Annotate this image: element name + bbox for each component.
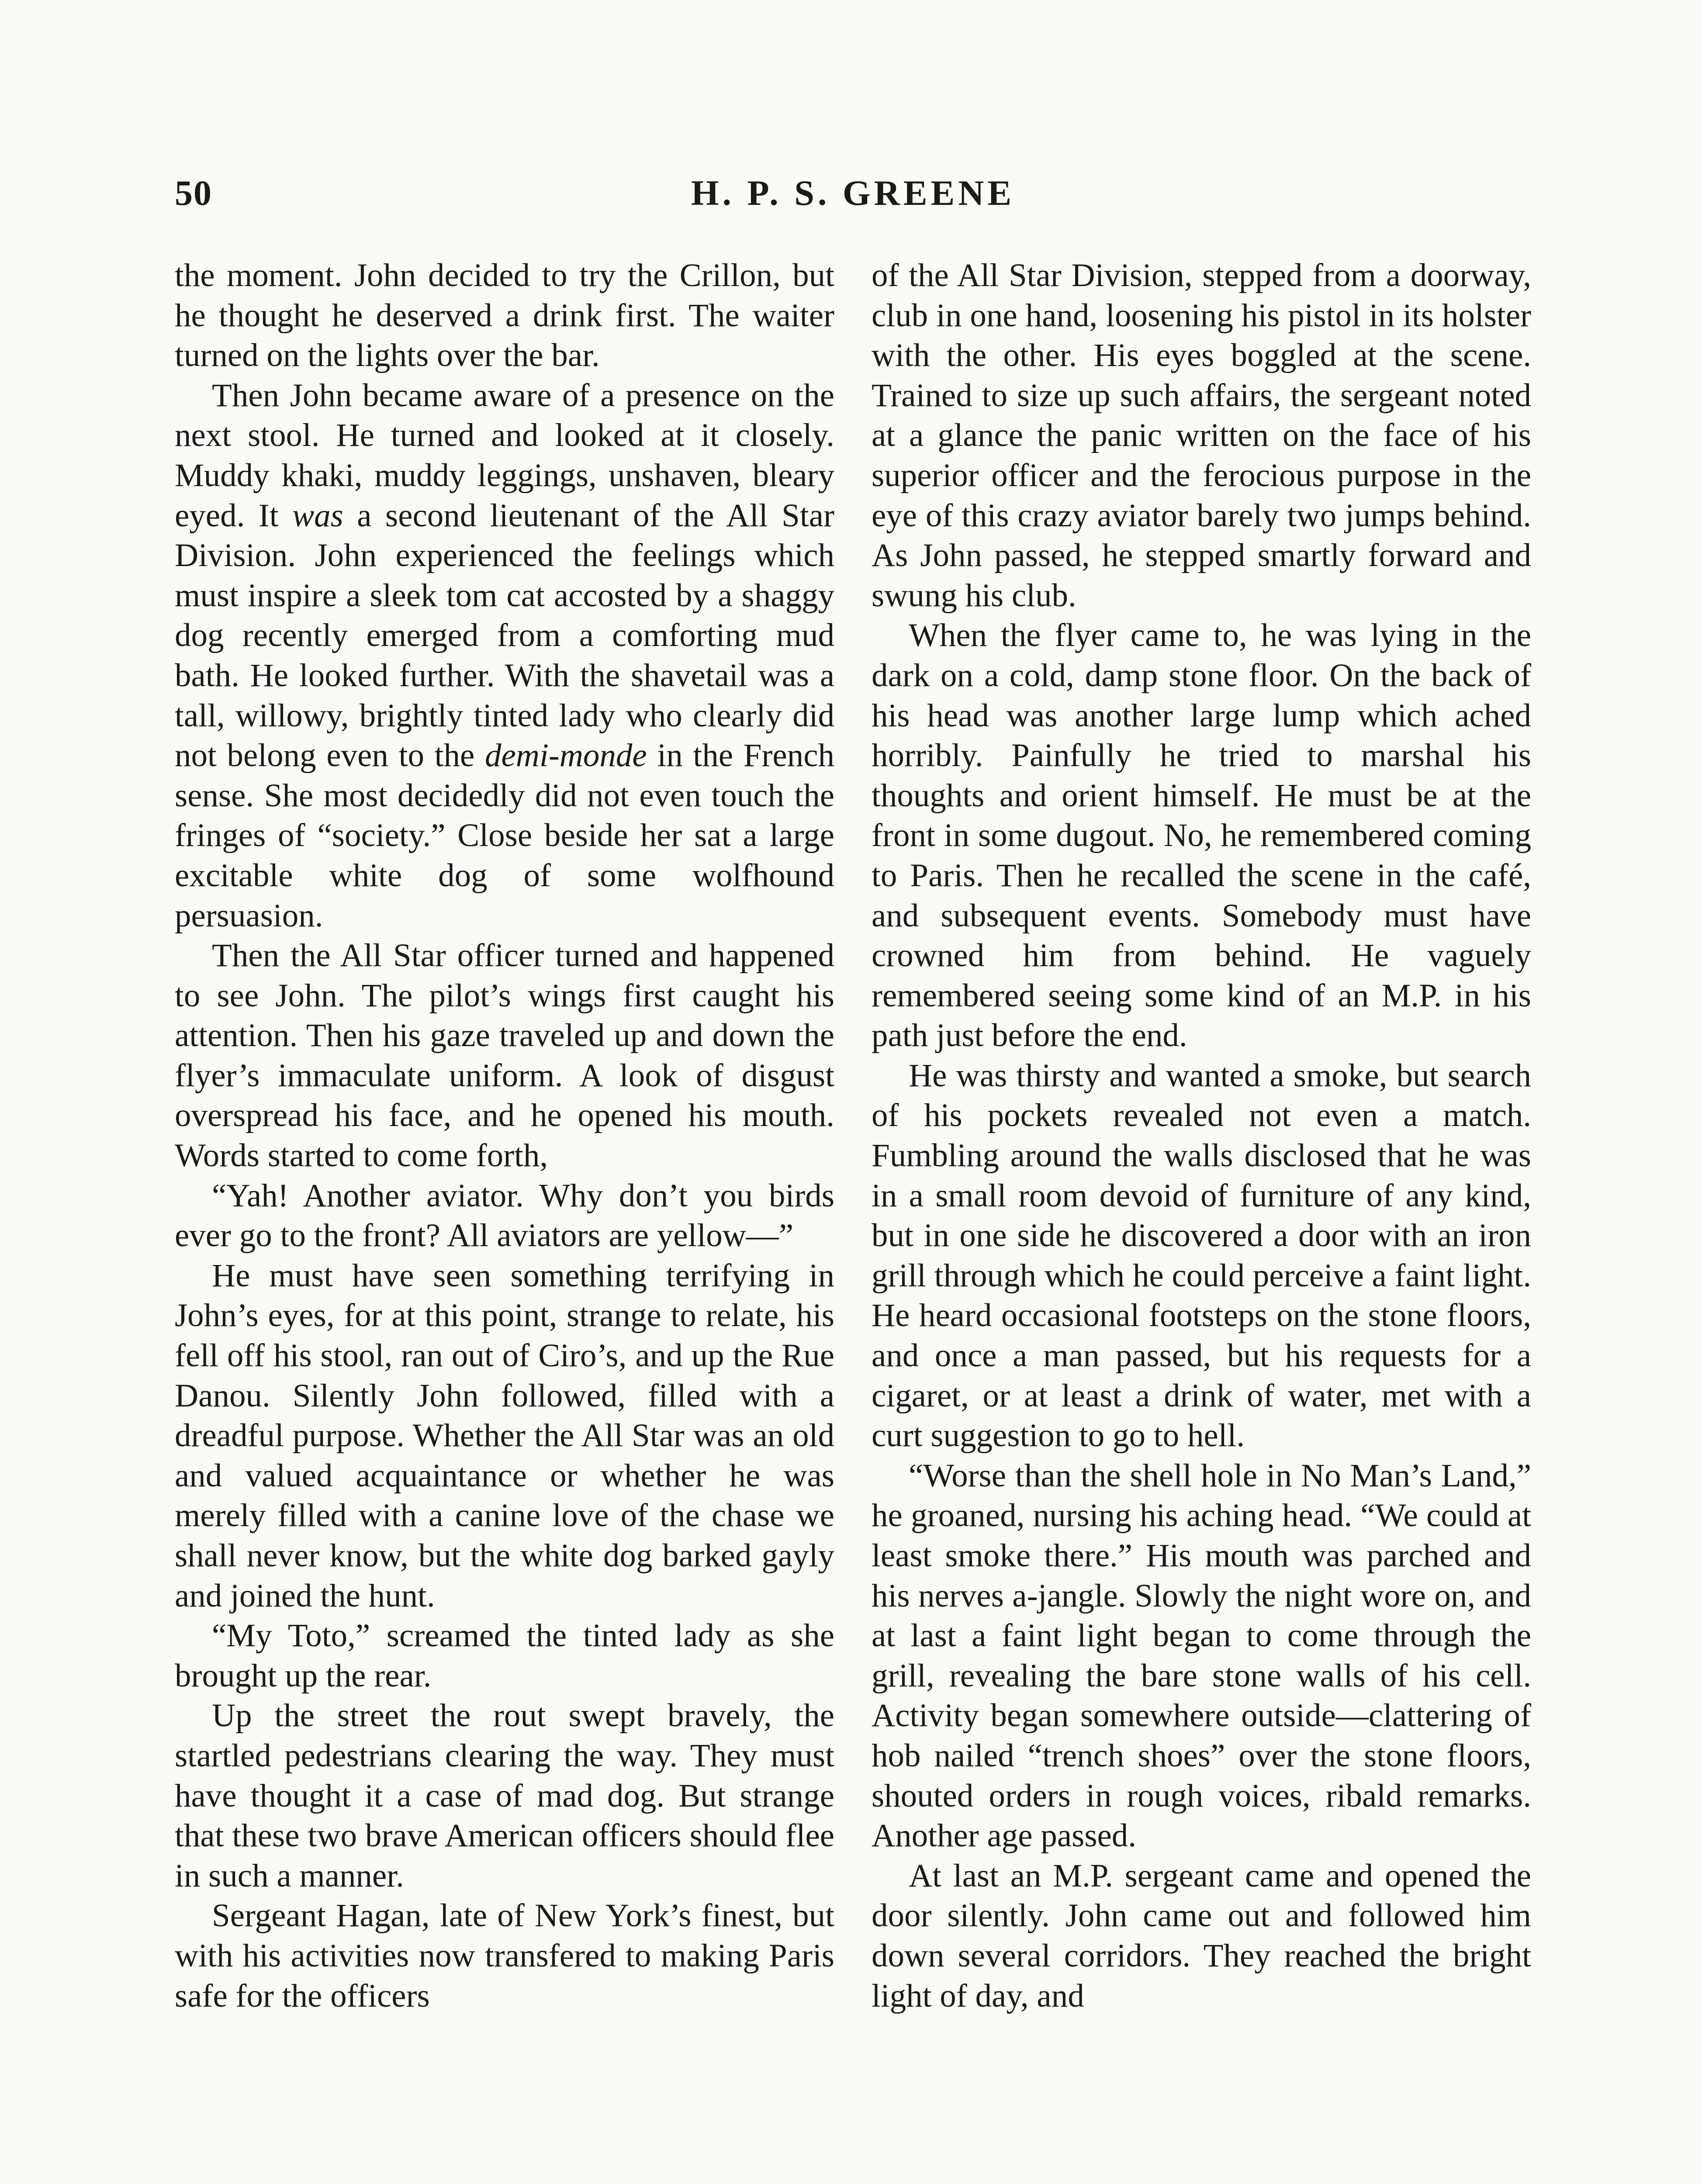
paragraph: of the All Star Division, stepped from a doorway, club in one hand, loosening his pistol in its holster with the other. His eyes boggled at the scene. Trained to size up such affairs, the sergeant noted at a glance the panic written on the face of his superior officer and the ferocious purpose in the eye of this crazy aviator barely two jumps behind. As John passed, he stepped smartly forward and swung his club.	[872, 257, 1531, 614]
paragraph: Then John became aware of a presence on the next stool. He turned and looked at it closely. Muddy khaki, muddy leggings, unshaven, bleary eyed. It was a second lieutenant of the All Star Division. John experienced the feelings which must inspire a sleek tom cat accosted by a shaggy dog recently emerged from a comforting mud bath. He looked further. With the shavetail was a tall, willowy, brightly tinted lady who clearly did not belong even to the demi-monde in the French sense. She most decidedly did not even touch the fringes of “society.” Close beside her sat a large excitable white dog of some wolfhound persuasion.	[175, 377, 834, 934]
paragraph: the moment. John decided to try the Crillon, but he thought he deserved a drink first. The waiter turned on the lights over the bar.	[175, 257, 834, 374]
paragraph: Sergeant Hagan, late of New York’s finest, but with his activities now transfered to making Paris safe for the officers	[175, 1897, 834, 2014]
paragraph: “My Toto,” screamed the tinted lady as she brought up the rear.	[175, 1617, 834, 1694]
running-head: H. P. S. GREENE	[691, 173, 1015, 213]
page-number: 50	[175, 173, 212, 213]
left-column	[175, 256, 834, 2016]
paragraph: “Yah! Another aviator. Why don’t you birds ever go to the front? All aviators are yellow—”	[175, 1177, 834, 1254]
paragraph: He must have seen something terrifying in John’s eyes, for at this point, strange to relate, his fell off his stool, ran out of Ciro’s, and up the Rue Danou. Silently John followed, filled with a dreadful purpose. Whether the All Star was an old and valued acquaintance or whether he was merely filled with a canine love of the chase we shall never know, but the white dog barked gayly and joined the hunt.	[175, 1257, 834, 1614]
page-header	[175, 173, 1531, 221]
paragraph: Up the street the rout swept bravely, the startled pedestrians clearing the way. They must have thought it a case of mad dog. But strange that these two brave American officers should flee in such a manner.	[175, 1697, 834, 1894]
paragraph: Then the All Star officer turned and happened to see John. The pilot’s wings first caught his attention. Then his gaze traveled up and down the flyer’s immaculate uniform. A look of disgust overspread his face, and he opened his mouth. Words started to come forth,	[175, 937, 834, 1174]
right-column	[872, 256, 1531, 2016]
paragraph: When the flyer came to, he was lying in the dark on a cold, damp stone floor. On the back of his head was another large lump which ached horribly. Painfully he tried to marshal his thoughts and orient himself. He must be at the front in some dugout. No, he remembered coming to Paris. Then he recalled the scene in the café, and subsequent events. Somebody must have crowned him from behind. He vaguely remembered seeing some kind of an M.P. in his path just before the end.	[872, 617, 1531, 1054]
paragraph: “Worse than the shell hole in No Man’s Land,” he groaned, nursing his aching head. “We could at least smoke there.” His mouth was parched and his nerves a-jangle. Slowly the night wore on, and at last a faint light began to come through the grill, revealing the bare stone walls of his cell. Activity began somewhere outside—clattering of hob nailed “trench shoes” over the stone floors, shouted orders in rough voices, ribald remarks. Another age passed.	[872, 1457, 1531, 1854]
paragraph: At last an M.P. sergeant came and opened the door silently. John came out and followed him down several corridors. They reached the bright light of day, and	[872, 1857, 1531, 2014]
paragraph: He was thirsty and wanted a smoke, but search of his pockets revealed not even a match. Fumbling around the walls disclosed that he was in a small room devoid of furniture of any kind, but in one side he discovered a door with an iron grill through which he could perceive a faint light. He heard occasional footsteps on the stone floors, and once a man passed, but his requests for a cigaret, or at least a drink of water, met with a curt suggestion to go to hell.	[872, 1057, 1531, 1454]
